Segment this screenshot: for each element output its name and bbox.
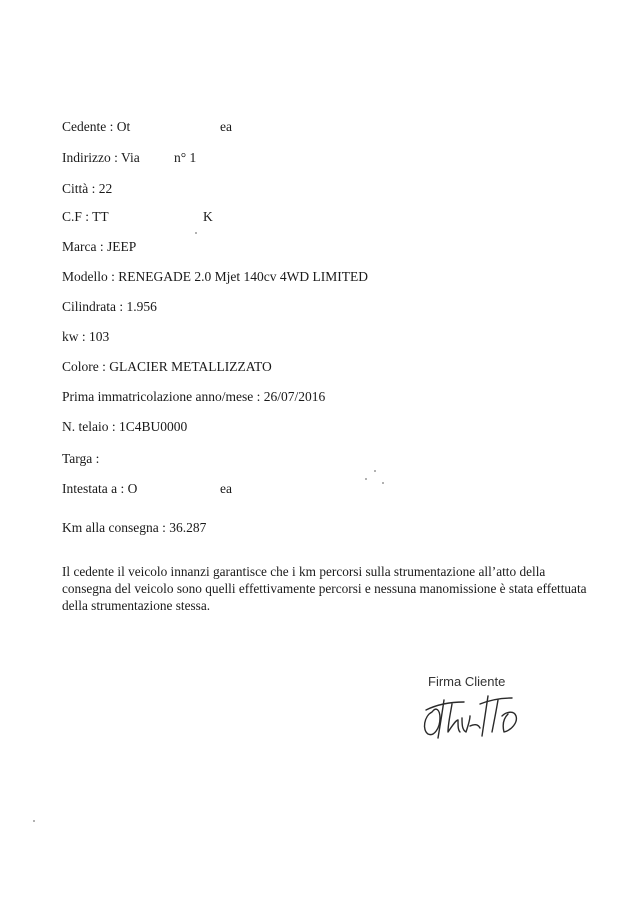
field-label: Targa (62, 451, 93, 466)
field-value-tail: n° 1 (174, 150, 197, 165)
statement-line-3: della strumentazione stessa. (62, 598, 211, 613)
field-modello (62, 268, 368, 286)
statement-line-2: consegna del veicolo sono quelli effettivamente percorsi e nessuna manomissione è stata effettuata (62, 581, 587, 596)
scan-speck (195, 232, 197, 234)
scan-speck (382, 482, 384, 484)
scan-speck (33, 820, 35, 822)
field-separator: : (106, 119, 117, 134)
field-separator: : (92, 451, 100, 466)
field-separator: : (88, 181, 99, 196)
field-value: RENEGADE 2.0 Mjet 140cv 4WD LIMITED (118, 269, 368, 284)
field-value: 22 (98, 181, 113, 196)
field-cilindrata (62, 298, 157, 316)
field-intestata (62, 480, 232, 498)
field-label: C.F (62, 209, 82, 224)
field-separator: : (96, 239, 107, 254)
field-value: Ot (116, 119, 131, 134)
field-value: 1C4BU0000 (119, 419, 188, 434)
field-km (62, 519, 206, 537)
field-immatricolazione (62, 388, 325, 406)
field-separator: : (158, 520, 170, 535)
field-telaio (62, 418, 187, 436)
statement-line-1: Il cedente il veicolo innanzi garantisce che i km percorsi sulla strumentazione all’atto della (62, 564, 546, 579)
field-value-tail: ea (220, 119, 232, 134)
handwritten-signature (418, 690, 528, 740)
field-label: Marca (62, 239, 97, 254)
field-value-tail: ea (220, 481, 232, 496)
field-label: Indirizzo (62, 150, 111, 165)
field-separator: : (98, 359, 110, 374)
field-targa (62, 450, 99, 468)
field-label: Colore (62, 359, 99, 374)
field-value-tail: K (203, 209, 213, 224)
field-cedente (62, 118, 232, 136)
field-value: O (127, 481, 138, 496)
field-label: N. telaio (62, 419, 109, 434)
field-separator: : (117, 481, 128, 496)
field-value: 26/07/2016 (263, 389, 326, 404)
field-value: 103 (89, 329, 110, 344)
field-label: kw (62, 329, 79, 344)
field-label: Intestata a (62, 481, 118, 496)
field-label: Cedente (62, 119, 107, 134)
field-value: 1.956 (126, 299, 157, 314)
signature-label: Firma Cliente (428, 674, 506, 689)
field-label: Km alla consegna (62, 520, 159, 535)
field-citta (62, 180, 112, 198)
field-separator: : (78, 329, 90, 344)
field-separator: : (253, 389, 264, 404)
field-separator: : (107, 269, 119, 284)
field-label: Prima immatricolazione anno/mese (62, 389, 254, 404)
field-value: Via (121, 150, 140, 165)
field-value: JEEP (107, 239, 137, 254)
odometer-statement (62, 563, 602, 614)
field-label: Cilindrata (62, 299, 116, 314)
scan-speck (365, 478, 367, 480)
field-separator: : (108, 419, 120, 434)
field-marca (62, 238, 136, 256)
field-label: Modello (62, 269, 108, 284)
field-indirizzo (62, 149, 197, 167)
field-colore (62, 358, 272, 376)
scan-speck (374, 470, 376, 472)
field-label: Città (62, 181, 89, 196)
field-kw (62, 328, 109, 346)
field-value: GLACIER METALLIZZATO (109, 359, 272, 374)
field-separator: : (81, 209, 93, 224)
field-value: 36.287 (169, 520, 207, 535)
field-separator: : (116, 299, 127, 314)
field-value: TT (92, 209, 109, 224)
field-cf (62, 208, 213, 226)
field-separator: : (110, 150, 121, 165)
